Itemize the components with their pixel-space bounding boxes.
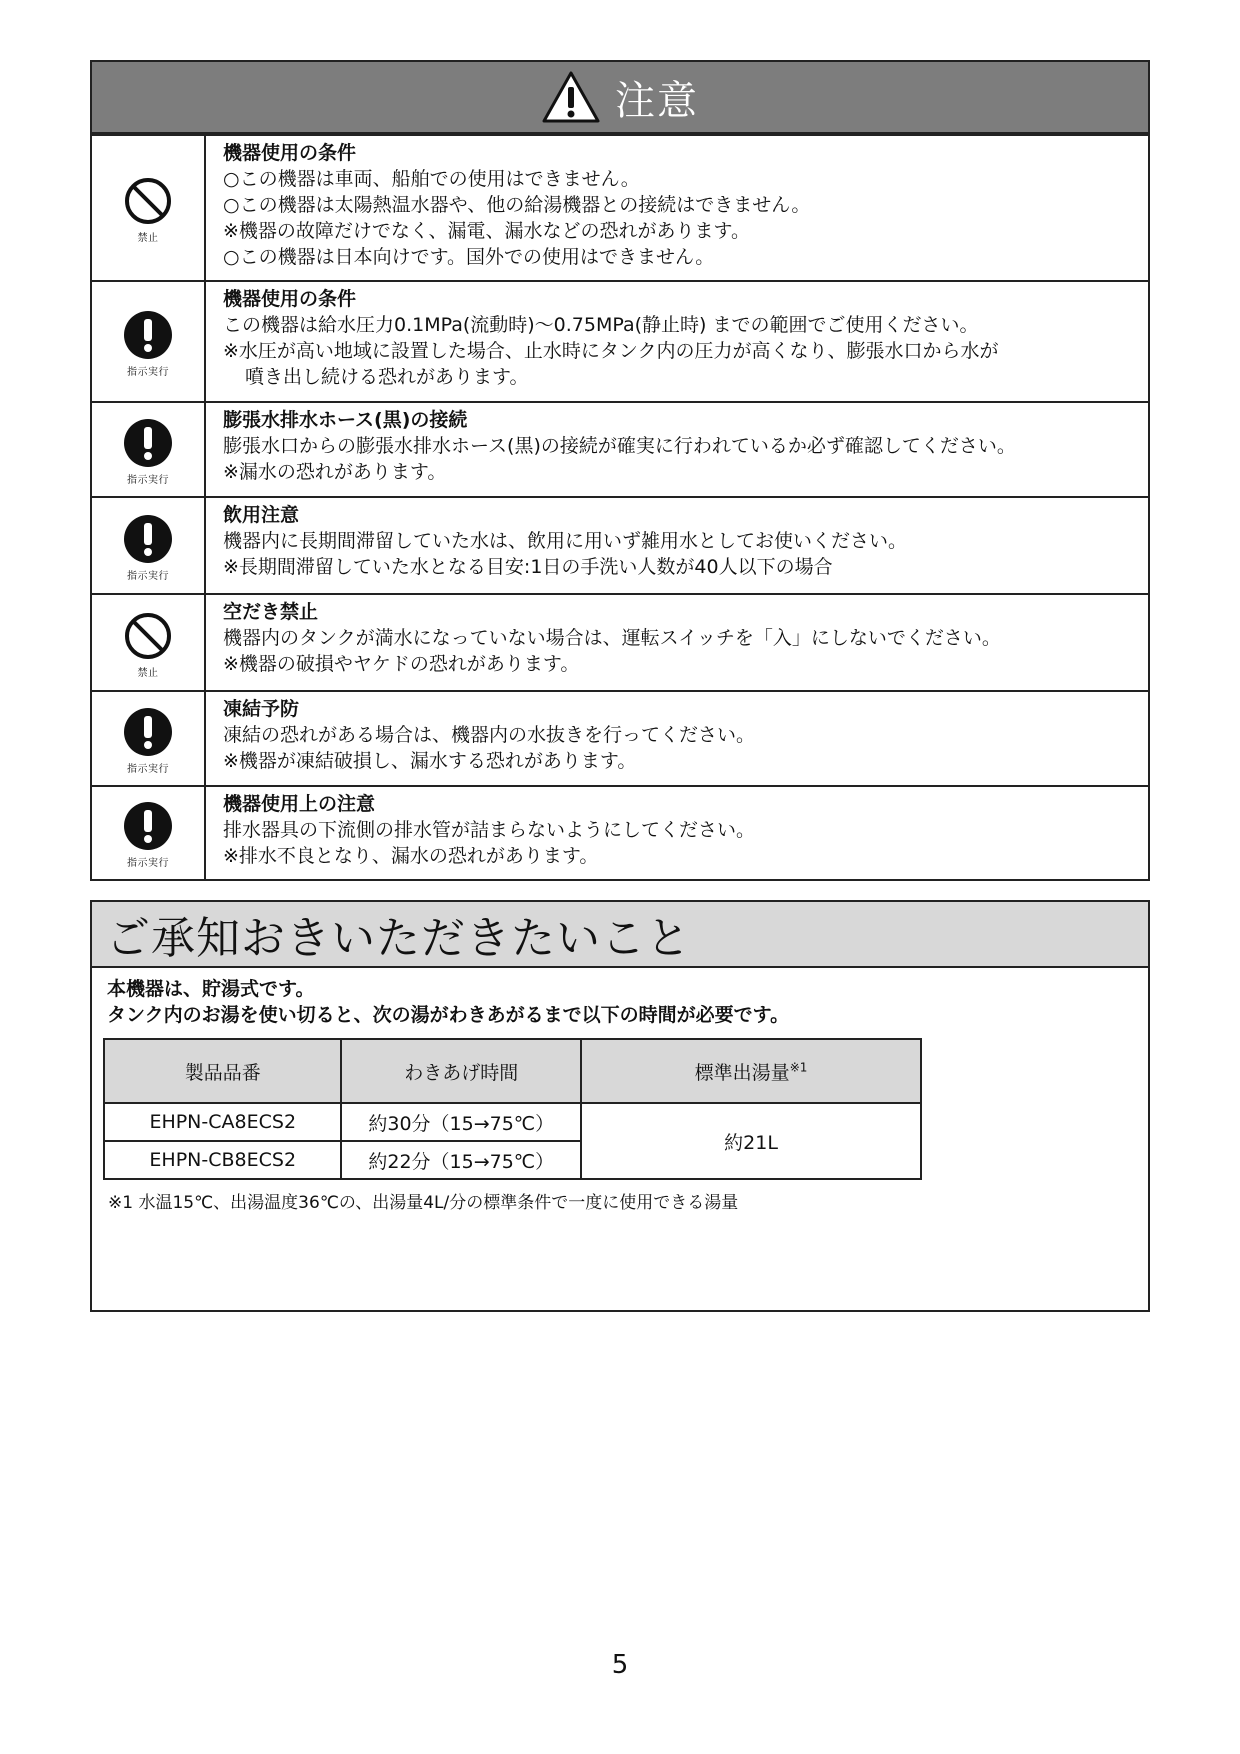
- caution-row: [92, 690, 1148, 785]
- caution-section: [90, 60, 1150, 881]
- caution-text-cell: [206, 282, 1148, 401]
- notice-title: ご承知おきいただきたいこと: [106, 913, 691, 964]
- column-header-volume: [581, 1039, 921, 1103]
- notice-section: [90, 900, 1150, 1312]
- notice-intro-line: タンク内のお湯を使い切ると、次の湯がわきあがるまで以下の時間が必要です。: [107, 1004, 790, 1026]
- icon-label: 禁止: [137, 667, 159, 679]
- caution-line: ※排水不良となり、漏水の恐れがあります。: [223, 845, 599, 867]
- caution-row: [92, 280, 1148, 401]
- notice-header: [92, 902, 1148, 968]
- icon-label: 指示実行: [127, 763, 169, 775]
- table-row: [104, 1103, 921, 1141]
- spec-table: [103, 1038, 922, 1180]
- caution-row: [92, 134, 1148, 280]
- caution-row: [92, 785, 1148, 879]
- caution-row: [92, 496, 1148, 593]
- column-header-model: 製品品番: [104, 1039, 341, 1103]
- caution-icon-cell: [92, 282, 206, 401]
- caution-line: ※長期間滞留していた水となる目安:1日の手洗い人数が40人以下の場合: [223, 556, 833, 578]
- icon-label: 指示実行: [127, 858, 169, 869]
- caution-icon-cell: [92, 787, 206, 879]
- model-cell: EHPN-CA8ECS2: [104, 1103, 341, 1141]
- caution-line: 凍結の恐れがある場合は、機器内の水抜きを行ってください。: [223, 724, 756, 746]
- column-header-volume-label: 標準出湯量: [694, 1061, 790, 1084]
- heating-time-cell: 約30分（15→75℃）: [341, 1103, 581, 1141]
- caution-text-cell: [206, 787, 1148, 879]
- caution-icon-cell: [92, 136, 206, 280]
- caution-line: この機器は給水圧力0.1MPa(流動時)～0.75MPa(静止時) までの範囲でご使用ください。: [223, 314, 979, 336]
- caution-row-title: 飲用注意: [223, 504, 300, 526]
- model-cell: EHPN-CB8ECS2: [104, 1141, 341, 1179]
- caution-icon-cell: [92, 692, 206, 785]
- caution-title: 注意: [615, 77, 699, 124]
- caution-line: ※機器の故障だけでなく、漏電、漏水などの恐れがあります。: [223, 220, 751, 242]
- caution-text-cell: [206, 498, 1148, 593]
- mandatory-action-icon: [123, 801, 173, 851]
- caution-line: 排水器具の下流側の排水管が詰まらないようにしてください。: [223, 819, 756, 841]
- caution-line: ※機器が凍結破損し、漏水する恐れがあります。: [223, 750, 637, 772]
- caution-row-title: 機器使用上の注意: [223, 793, 376, 815]
- caution-text-cell: [206, 403, 1148, 496]
- mandatory-action-icon: [123, 707, 173, 757]
- caution-header: [92, 62, 1148, 134]
- column-header-heating-time: わきあげ時間: [341, 1039, 581, 1103]
- caution-line: ※漏水の恐れがあります。: [223, 461, 447, 483]
- caution-row: [92, 593, 1148, 690]
- caution-row-title: 機器使用の条件: [223, 142, 357, 164]
- icon-label: 指示実行: [127, 366, 169, 378]
- notice-intro-line: 本機器は、貯湯式です。: [107, 978, 315, 1000]
- volume-cell: 約21L: [581, 1103, 921, 1179]
- table-header-row: [104, 1039, 921, 1103]
- warning-icon: [541, 70, 601, 124]
- page-number: 5: [611, 1650, 629, 1680]
- caution-row-title: 機器使用の条件: [223, 288, 357, 310]
- caution-line: ○この機器は太陽熱温水器や、他の給湯機器との接続はできません。: [223, 194, 811, 216]
- caution-text-cell: [206, 136, 1148, 280]
- mandatory-action-icon: [123, 514, 173, 564]
- caution-line: 機器内に長期間滞留していた水は、飲用に用いず雑用水としてお使いください。: [223, 530, 908, 552]
- notice-intro: [92, 968, 1148, 1028]
- caution-row-title: 空だき禁止: [223, 601, 319, 623]
- caution-line: ※機器の破損やヤケドの恐れがあります。: [223, 653, 580, 675]
- heating-time-cell: 約22分（15→75℃）: [341, 1141, 581, 1179]
- caution-line: ○この機器は日本向けです。国外での使用はできません。: [223, 246, 715, 268]
- icon-label: 禁止: [137, 233, 159, 244]
- prohibition-icon: [123, 611, 173, 661]
- caution-text-cell: [206, 595, 1148, 690]
- icon-label: 指示実行: [127, 474, 169, 486]
- caution-row-title: 膨張水排水ホース(黒)の接続: [223, 409, 468, 431]
- caution-line: ※水圧が高い地域に設置した場合、止水時にタンク内の圧力が高くなり、膨張水口から水が: [223, 340, 999, 362]
- caution-row-title: 凍結予防: [223, 698, 300, 720]
- icon-label: 指示実行: [127, 570, 169, 582]
- mandatory-action-icon: [123, 418, 173, 468]
- caution-line: ○この機器は車両、船舶での使用はできません。: [223, 168, 640, 190]
- footnote-marker: ※1: [789, 1060, 808, 1075]
- caution-line: 機器内のタンクが満水になっていない場合は、運転スイッチを「入」にしないでください。: [223, 627, 1001, 649]
- caution-line: 噴き出し続ける恐れがあります。: [245, 366, 529, 388]
- mandatory-action-icon: [123, 310, 173, 360]
- caution-line: 膨張水口からの膨張水排水ホース(黒)の接続が確実に行われているか必ず確認してください。: [223, 435, 1016, 457]
- caution-icon-cell: [92, 498, 206, 593]
- caution-row: [92, 401, 1148, 496]
- caution-text-cell: [206, 692, 1148, 785]
- prohibition-icon: [123, 176, 173, 226]
- footnote: ※1 水温15℃、出湯温度36℃の、出湯量4L/分の標準条件で一度に使用できる湯量: [108, 1193, 739, 1213]
- caution-icon-cell: [92, 595, 206, 690]
- caution-icon-cell: [92, 403, 206, 496]
